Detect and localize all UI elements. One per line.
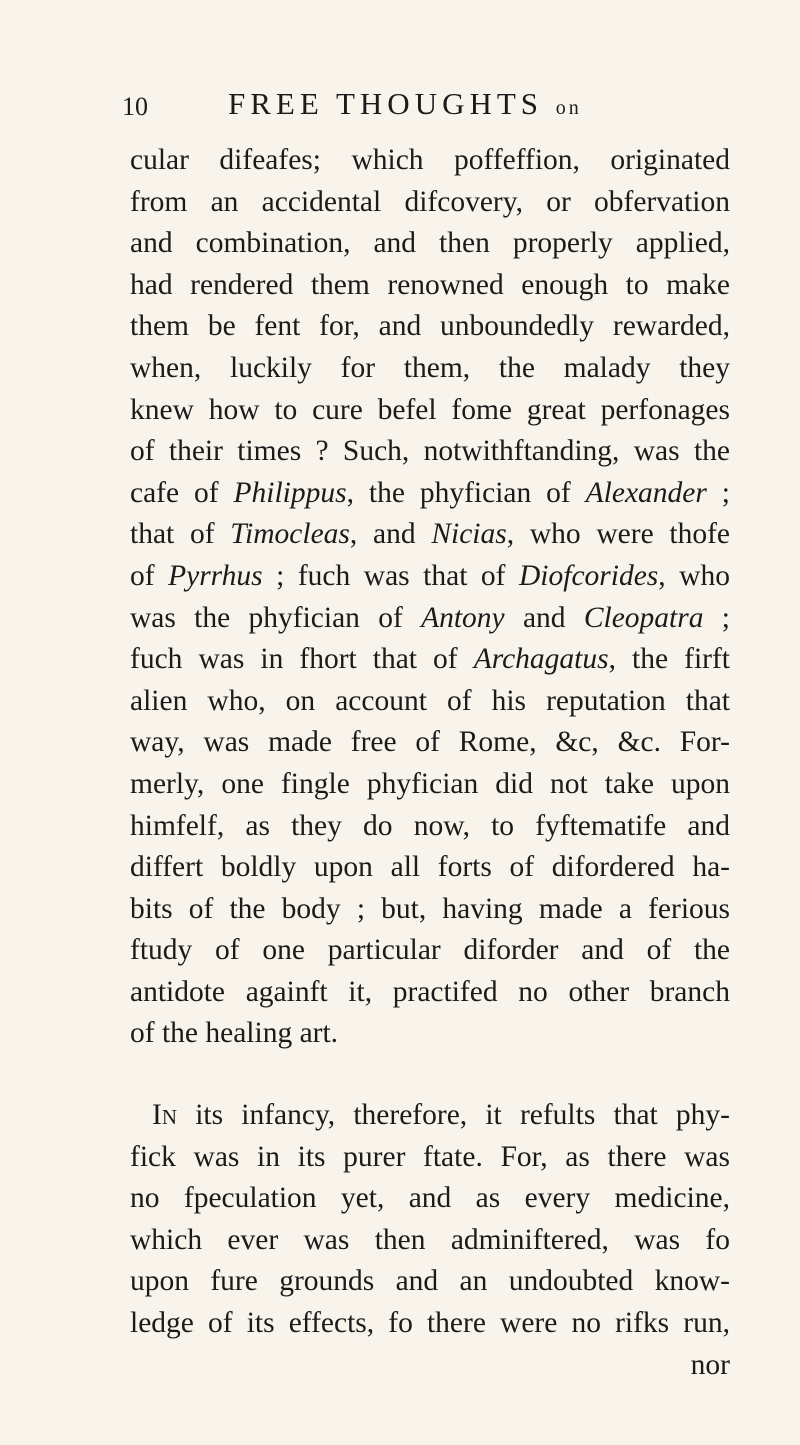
text-line: ledge of its effects, fo there were no rifks run, — [130, 1307, 730, 1340]
text-line: which ever was then adminiftered, was fo — [130, 1223, 730, 1256]
paragraph-gap — [130, 1055, 730, 1095]
text-line: merly, one fingle phyfician did not take upon — [130, 767, 730, 800]
text-line: bits of the body ; but, having made a ferious — [130, 892, 730, 925]
text-line: that of Timocleas, and Nicias, who were thofe — [130, 518, 731, 551]
text-line: upon fure grounds and an undoubted know- — [130, 1265, 730, 1298]
text-line: cular difeafes; which poffeffion, originated — [130, 144, 730, 176]
text-line: antidote againft it, practifed no other branch — [130, 975, 730, 1008]
text-line: differt boldly upon all forts of difordered ha- — [130, 851, 730, 884]
running-head-small: on — [555, 97, 582, 119]
running-head-main: FREE THOUGHTS — [228, 86, 544, 121]
text-line: alien who, on account of his reputation that — [130, 684, 730, 717]
text-line: from an accidental difcovery, or obfervation — [130, 185, 730, 218]
text-line: cafe of Philippus, the phyfician of Alexander ; — [130, 476, 730, 509]
text-line: of the healing art. — [130, 1017, 339, 1050]
running-head — [228, 86, 582, 122]
text-line: way, was made free of Rome, &c, &c. For- — [130, 726, 730, 759]
text-line: and combination, and then properly applied, — [130, 227, 730, 260]
text-line: ftudy of one particular diforder and of the — [130, 934, 730, 967]
text-line: himfelf, as they do now, to fyftematife and — [130, 809, 730, 842]
body-text — [130, 140, 730, 1386]
text-line: had rendered them renowned enough to make — [130, 268, 730, 301]
text-line: fick was in its purer ftate. For, as there was — [130, 1140, 730, 1173]
paragraph-1 — [130, 140, 730, 1055]
text-line: no fpeculation yet, and as every medicine, — [130, 1182, 730, 1215]
text-line: knew how to cure befel fome great perfonages — [130, 393, 730, 426]
page-number: 10 — [122, 92, 148, 121]
text-line: was the phyfician of Antony and Cleopatra ; — [130, 601, 730, 634]
page-header — [122, 86, 722, 126]
text-line: fuch was in fhort that of Archagatus, the firft — [130, 643, 730, 676]
paragraph-2 — [130, 1095, 730, 1345]
text-line: them be fent for, and unboundedly rewarded, — [130, 310, 730, 343]
text-line: of their times ? Such, notwithftanding, was the — [130, 435, 730, 468]
text-line: In its infancy, therefore, it refults that phy- — [152, 1099, 730, 1132]
text-line: when, luckily for them, the malady they — [130, 351, 730, 384]
catchword: nor — [690, 1348, 730, 1381]
text-line: of Pyrrhus ; fuch was that of Diofcorides, who — [130, 559, 730, 592]
